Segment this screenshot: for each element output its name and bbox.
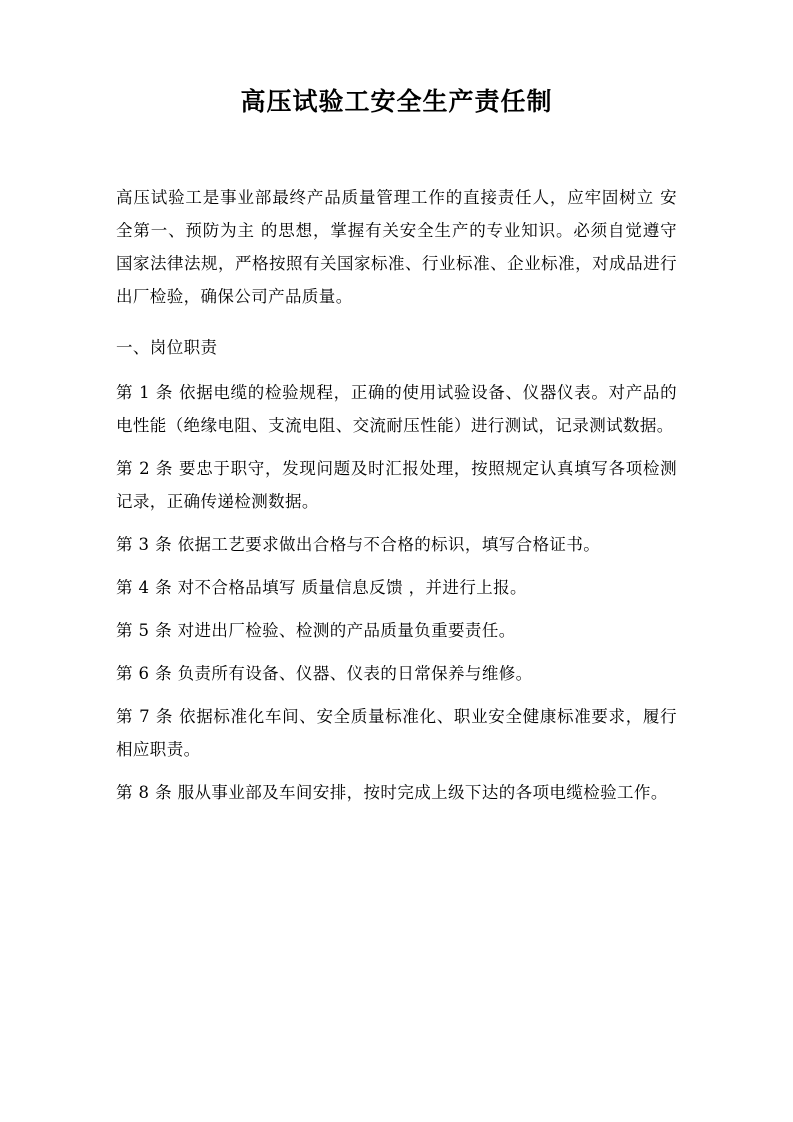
- clause-item: 第 5 条 对进出厂检验、检测的产品质量负重要责任。: [116, 621, 516, 640]
- section-heading-duties: 一、岗位职责: [116, 338, 218, 357]
- clause-item: 第 4 条 对不合格品填写 质量信息反馈 ，并进行上报。: [116, 578, 527, 597]
- clause-item: 第 2 条 要忠于职守，发现问题及时汇报处理，按照规定认真填写各项检测记录，正确传递检测数据。: [116, 459, 677, 511]
- lead-paragraph: 高压试验工是事业部最终产品质量管理工作的直接责任人，应牢固树立 安全第一、预防为主 的思想，掌握有关安全生产的专业知识。必须自觉遵守国家法律法规，严格按照有关国家标准、行业标准、企业标准，对成品进行出厂检验，确保公司产品质量。: [116, 188, 677, 306]
- clause-item: 第 8 条 服从事业部及车间安排，按时完成上级下达的各项电缆检验工作。: [116, 783, 668, 802]
- page-title: 高压试验工安全生产责任制: [240, 87, 553, 116]
- clause-item: 第 3 条 依据工艺要求做出合格与不合格的标识，填写合格证书。: [116, 535, 601, 554]
- clause-item: 第 1 条 依据电缆的检验规程，正确的使用试验设备、仪器仪表。对产品的电性能（绝缘电阻、支流电阻、交流耐压性能）进行测试，记录测试数据。: [116, 383, 677, 435]
- clause-item: 第 6 条 负责所有设备、仪器、仪表的日常保养与维修。: [116, 664, 533, 683]
- clause-item: 第 7 条 依据标准化车间、安全质量标准化、职业安全健康标准要求，履行相应职责。: [116, 707, 677, 759]
